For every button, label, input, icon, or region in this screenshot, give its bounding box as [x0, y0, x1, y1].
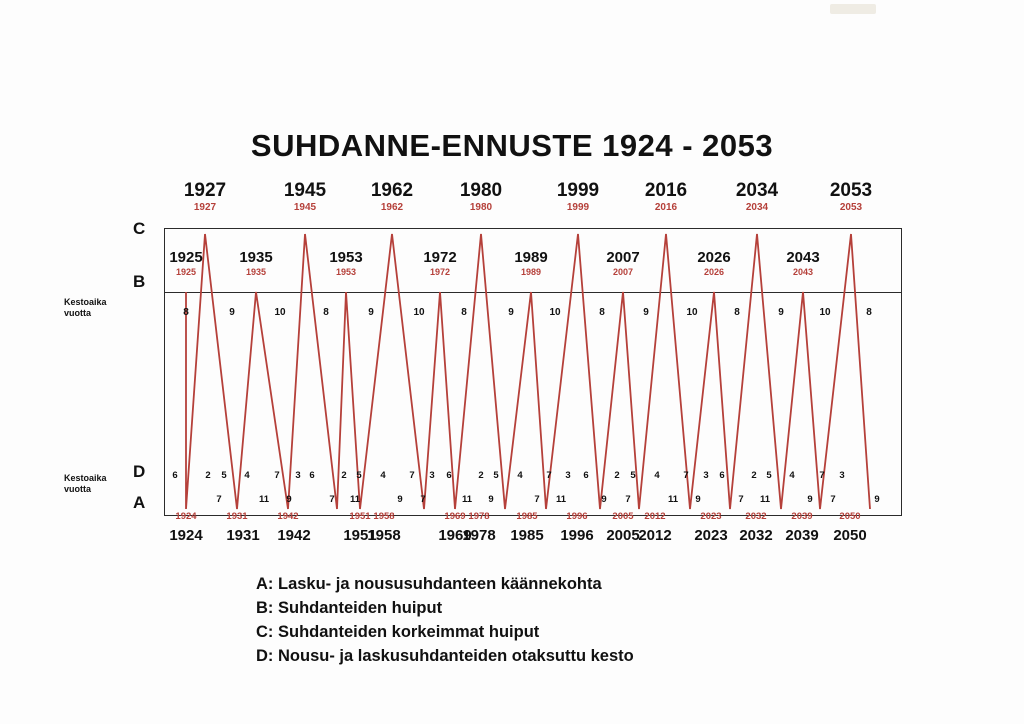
trough-year-red: 1942 [277, 511, 299, 522]
top-peak-year: 1962 [370, 180, 414, 201]
mid-peak-label [584, 249, 662, 278]
a-duration-value: 9 [397, 494, 403, 505]
d-duration-value: 2 [341, 470, 347, 481]
top-peak-label [808, 180, 894, 214]
mid-peak-year-red: 1925 [175, 267, 197, 277]
upper-duration-value: 10 [819, 307, 831, 318]
d-duration-value: 7 [819, 470, 825, 481]
a-duration-value: 9 [695, 494, 701, 505]
trough-year-red: 2032 [745, 511, 767, 522]
duration-caption-line1: Kestoaika [64, 473, 107, 483]
top-peak-year: 2053 [829, 180, 873, 201]
a-duration-value: 7 [216, 494, 222, 505]
top-peak-year-red: 2034 [745, 202, 769, 213]
mid-peak-year-red: 2026 [703, 267, 725, 277]
mid-peak-year-red: 1953 [335, 267, 357, 277]
upper-duration-value: 10 [686, 307, 698, 318]
mid-peak-label [675, 249, 753, 278]
upper-duration-value: 8 [323, 307, 329, 318]
mid-peak-year-red: 1989 [520, 267, 542, 277]
upper-duration-value: 9 [778, 307, 784, 318]
trough-year-red: 2005 [612, 511, 634, 522]
top-peak-year-red: 1980 [469, 202, 493, 213]
d-duration-value: 2 [205, 470, 211, 481]
top-peak-year-red: 1999 [566, 202, 590, 213]
a-duration-value: 11 [555, 494, 567, 505]
d-duration-value: 2 [478, 470, 484, 481]
d-duration-value: 3 [429, 470, 435, 481]
trough-year-red: 1958 [373, 511, 395, 522]
trough-year-red: 1978 [468, 511, 490, 522]
trough-year-black: 1942 [277, 527, 311, 544]
a-duration-value: 11 [258, 494, 270, 505]
d-duration-value: 7 [409, 470, 415, 481]
d-duration-value: 4 [244, 470, 250, 481]
upper-duration-value: 10 [549, 307, 561, 318]
top-peak-year-red: 2053 [839, 202, 863, 213]
top-peak-year: 1999 [556, 180, 600, 201]
d-duration-value: 6 [583, 470, 589, 481]
legend [256, 572, 816, 668]
mid-peak-year-red: 1972 [429, 267, 451, 277]
a-duration-value: 7 [329, 494, 335, 505]
d-duration-value: 2 [751, 470, 757, 481]
trough-year-black: 2050 [833, 527, 867, 544]
mid-peak-year: 2026 [697, 249, 731, 266]
upper-duration-value: 9 [643, 307, 649, 318]
trough-year-red: 2023 [700, 511, 722, 522]
trough-year-red: 1969 [444, 511, 466, 522]
scan-artifact [830, 4, 876, 14]
upper-duration-value: 8 [734, 307, 740, 318]
trough-year-red: 2050 [839, 511, 861, 522]
d-duration-value: 7 [274, 470, 280, 481]
duration-caption-line2: vuotta [64, 484, 91, 494]
mid-peak-label [764, 249, 842, 278]
top-peak-year-red: 1927 [193, 202, 217, 213]
upper-duration-value: 9 [229, 307, 235, 318]
trough-year-red: 2039 [791, 511, 813, 522]
upper-duration-value: 10 [274, 307, 286, 318]
trough-year-red: 1951 [349, 511, 371, 522]
trough-year-black: 1969 [438, 527, 472, 544]
a-duration-value: 9 [488, 494, 494, 505]
d-duration-value: 3 [565, 470, 571, 481]
mid-peak-year: 1953 [329, 249, 363, 266]
axis-label-d: D [133, 462, 146, 481]
d-duration-value: 6 [719, 470, 725, 481]
mid-peak-year: 2007 [606, 249, 640, 266]
axis-label-a: A [133, 493, 146, 512]
mid-peak-label [217, 249, 295, 278]
d-duration-value: 5 [766, 470, 772, 481]
mid-peak-year: 1989 [514, 249, 548, 266]
a-duration-value: 7 [420, 494, 426, 505]
d-duration-value: 3 [839, 470, 845, 481]
d-duration-value: 5 [493, 470, 499, 481]
a-duration-value: 7 [625, 494, 631, 505]
mid-peak-year: 1925 [169, 249, 203, 266]
top-peak-label [262, 180, 348, 214]
top-peak-year: 1980 [459, 180, 503, 201]
trough-year-red: 1931 [226, 511, 248, 522]
a-duration-value: 7 [738, 494, 744, 505]
upper-duration-value: 8 [461, 307, 467, 318]
trough-year-black: 1958 [367, 527, 401, 544]
a-duration-value: 11 [461, 494, 473, 505]
mid-peak-year: 1972 [423, 249, 457, 266]
a-duration-value: 11 [759, 494, 771, 505]
d-duration-value: 4 [654, 470, 660, 481]
upper-duration-value: 8 [599, 307, 605, 318]
upper-duration-value: 8 [866, 307, 872, 318]
mid-peak-label [492, 249, 570, 278]
d-duration-value: 7 [683, 470, 689, 481]
d-duration-value: 7 [546, 470, 552, 481]
mid-peak-year-red: 2007 [612, 267, 634, 277]
trough-year-red: 1996 [566, 511, 588, 522]
a-duration-value: 11 [667, 494, 679, 505]
mid-peak-label [147, 249, 225, 278]
a-duration-value: 9 [286, 494, 292, 505]
trough-year-black: 1978 [462, 527, 496, 544]
top-peak-year: 1945 [283, 180, 327, 201]
top-peak-year-red: 2016 [654, 202, 678, 213]
a-duration-value: 7 [534, 494, 540, 505]
mid-peak-year: 1935 [239, 249, 273, 266]
trough-year-black: 1924 [169, 527, 203, 544]
d-duration-value: 6 [446, 470, 452, 481]
d-duration-value: 5 [356, 470, 362, 481]
a-duration-value: 7 [830, 494, 836, 505]
duration-axis-caption-top [64, 297, 144, 319]
trough-year-black: 2005 [606, 527, 640, 544]
trough-year-black: 2023 [694, 527, 728, 544]
trough-year-red: 1985 [516, 511, 538, 522]
upper-duration-value: 9 [508, 307, 514, 318]
top-peak-year: 2034 [735, 180, 779, 201]
duration-caption-line1: Kestoaika [64, 297, 107, 307]
top-peak-year: 2016 [644, 180, 688, 201]
trough-year-black: 2039 [785, 527, 819, 544]
d-duration-value: 3 [295, 470, 301, 481]
d-duration-value: 3 [703, 470, 709, 481]
trough-year-black: 1931 [226, 527, 260, 544]
d-duration-value: 4 [789, 470, 795, 481]
mid-peak-label [401, 249, 479, 278]
a-duration-value: 9 [601, 494, 607, 505]
d-duration-value: 4 [517, 470, 523, 481]
duration-axis-caption-bottom [64, 473, 144, 495]
d-duration-value: 6 [172, 470, 178, 481]
top-peak-year-red: 1945 [293, 202, 317, 213]
axis-label-b: B [133, 272, 146, 291]
legend-item-b: B: Suhdanteiden huiput [256, 599, 443, 617]
top-peak-year: 1927 [183, 180, 227, 201]
top-peak-label [535, 180, 621, 214]
top-peak-label [438, 180, 524, 214]
top-peak-label [623, 180, 709, 214]
top-peak-year-red: 1962 [380, 202, 404, 213]
upper-duration-value: 9 [368, 307, 374, 318]
top-peak-label [162, 180, 248, 214]
mid-peak-year: 2043 [786, 249, 820, 266]
trough-year-black: 1985 [510, 527, 544, 544]
mid-peak-label [307, 249, 385, 278]
trough-year-black: 1996 [560, 527, 594, 544]
a-duration-value: 11 [349, 494, 361, 505]
d-duration-value: 6 [309, 470, 315, 481]
legend-item-a: A: Lasku- ja noususuhdanteen käännekohta [256, 575, 602, 593]
upper-duration-value: 10 [413, 307, 425, 318]
page-title: SUHDANNE-ENNUSTE 1924 - 2053 [250, 128, 774, 163]
duration-caption-line2: vuotta [64, 308, 91, 318]
top-peak-label [714, 180, 800, 214]
trough-year-black: 2012 [638, 527, 672, 544]
trough-year-red: 2012 [644, 511, 666, 522]
d-duration-value: 5 [630, 470, 636, 481]
axis-label-c: C [133, 219, 146, 238]
legend-item-c: C: Suhdanteiden korkeimmat huiput [256, 623, 540, 641]
trough-year-red: 1924 [175, 511, 197, 522]
mid-peak-year-red: 1935 [245, 267, 267, 277]
upper-duration-value: 8 [183, 307, 189, 318]
d-duration-value: 4 [380, 470, 386, 481]
legend-item-d: D: Nousu- ja laskusuhdanteiden otaksuttu kesto [256, 647, 634, 665]
d-duration-value: 2 [614, 470, 620, 481]
a-duration-value: 9 [874, 494, 880, 505]
a-duration-value: 9 [807, 494, 813, 505]
trough-year-black: 2032 [739, 527, 773, 544]
mid-peak-year-red: 2043 [792, 267, 814, 277]
top-peak-label [349, 180, 435, 214]
trough-year-black: 1951 [343, 527, 377, 544]
d-duration-value: 5 [221, 470, 227, 481]
